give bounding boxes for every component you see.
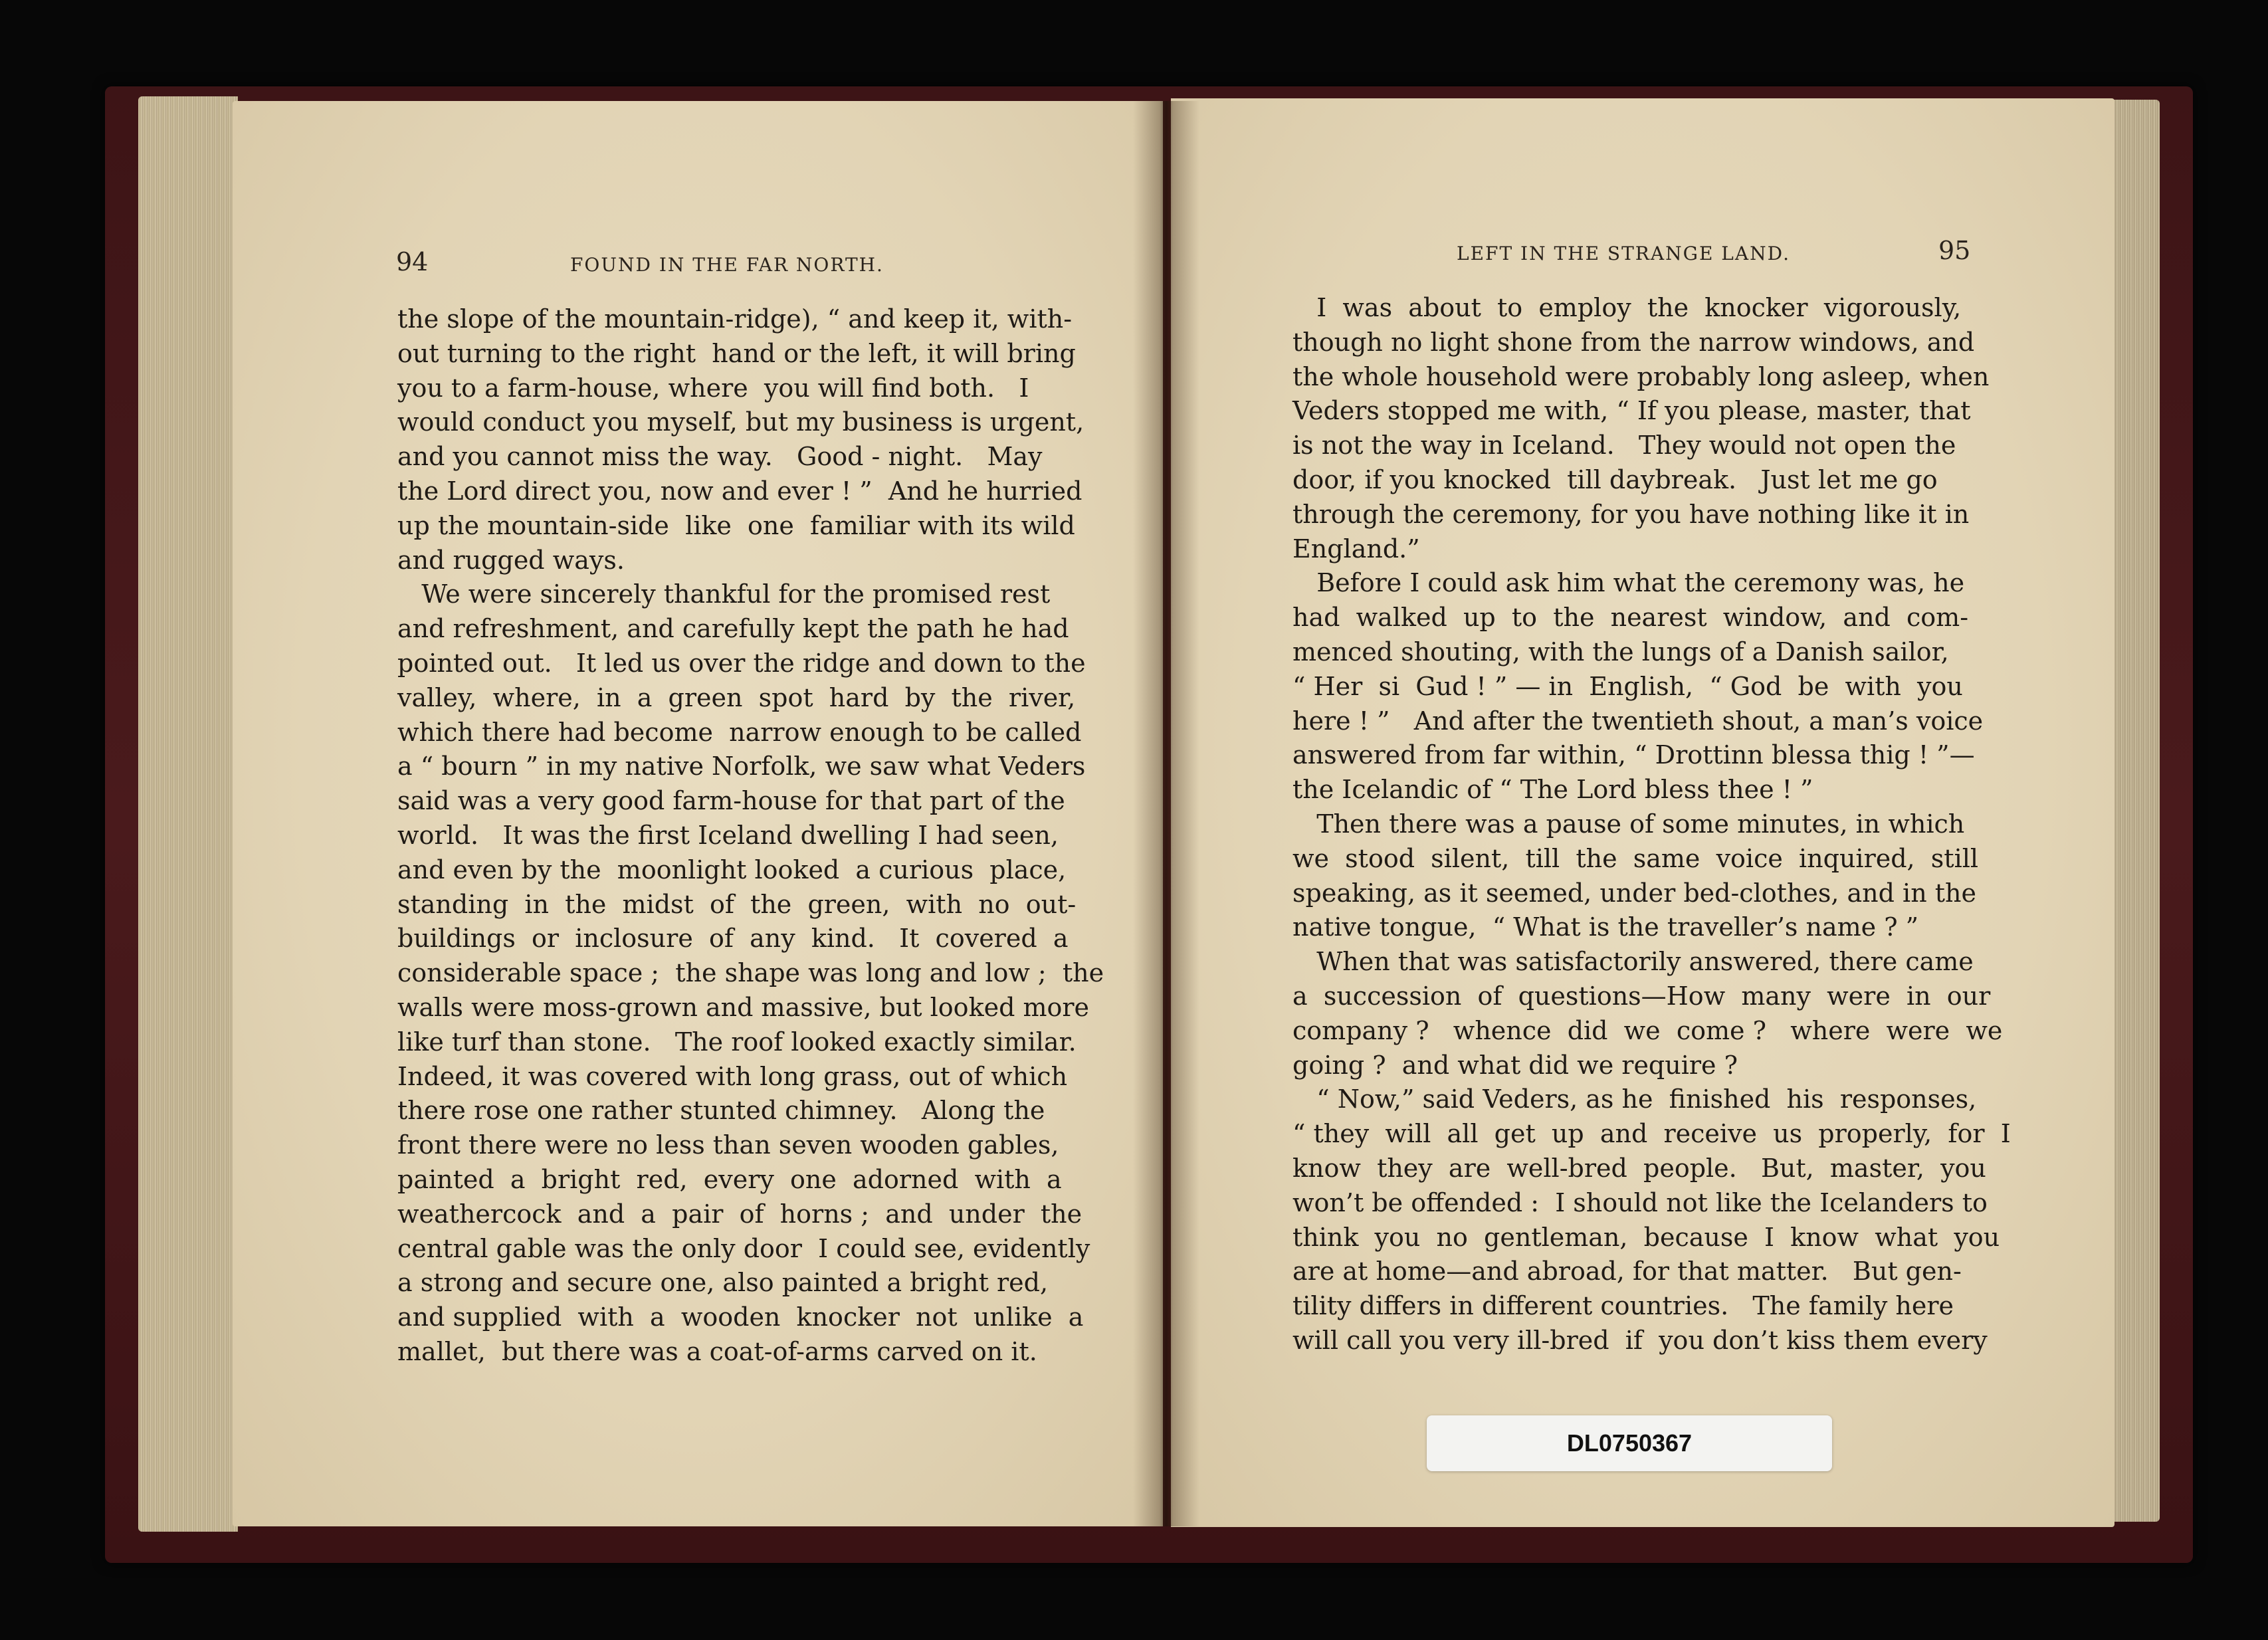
text-line: valley, where, in a green spot hard by the river, [397, 682, 1076, 712]
text-line: the whole household were probably long asleep, when [1292, 361, 1990, 391]
book-gutter [1133, 101, 1199, 1526]
left-body-text [397, 302, 1104, 1370]
text-line: had walked up to the nearest window, and com- [1292, 603, 1969, 633]
text-line: a strong and secure one, also painted a bright red, [397, 1268, 1049, 1298]
text-line: is not the way in Iceland. They would not open the [1292, 431, 1956, 461]
text-line: the Icelandic of “ The Lord bless thee ! ” [1292, 775, 1813, 805]
text-line: Veders stopped me with, “ If you please, master, that [1292, 396, 1971, 426]
text-line: and rugged ways. [397, 545, 625, 575]
right-folio: 95 [1938, 236, 1971, 265]
text-line: painted a bright red, every one adorned with a [397, 1164, 1062, 1194]
text-line: though no light shone from the narrow windows, and [1292, 327, 1975, 357]
text-line: England.” [1292, 534, 1420, 564]
text-line: will call you very ill-bred if you don’t kiss them every [1292, 1325, 1988, 1355]
text-line: a succession of questions—How many were in our [1292, 981, 1991, 1011]
text-line: out turning to the right hand or the left, it will bring [397, 338, 1076, 368]
text-line: menced shouting, with the lungs of a Danish sailor, [1292, 637, 1949, 666]
text-line: think you no gentleman, because I know what you [1292, 1222, 2000, 1252]
text-line: weathercock and a pair of horns ; and under the [397, 1199, 1082, 1229]
page-edges-left [138, 96, 238, 1532]
text-line: “ Her si Gud ! ” — in English, “ God be with you [1292, 671, 1963, 701]
text-line: Then there was a pause of some minutes, in which [1292, 809, 1965, 839]
text-line: a “ bourn ” in my native Norfolk, we saw what Veders [397, 752, 1086, 781]
text-line: pointed out. It led us over the ridge and down to the [397, 648, 1086, 678]
text-line: up the mountain-side like one familiar with its wild [397, 510, 1075, 540]
text-line: “ Now,” said Veders, as he finished his responses, [1292, 1084, 1977, 1114]
right-running-head: LEFT IN THE STRANGE LAND. [1457, 243, 1790, 264]
text-line: world. It was the first Iceland dwelling I had seen, [397, 820, 1059, 850]
text-line: won’t be offended : I should not like the Icelanders to [1292, 1187, 1988, 1217]
text-line: and you cannot miss the way. Good - night. May [397, 442, 1043, 472]
text-line: and supplied with a wooden knocker not unlike a [397, 1302, 1084, 1332]
text-line: would conduct you myself, but my business is urgent, [397, 407, 1084, 437]
text-line: Before I could ask him what the ceremony was, he [1292, 568, 1965, 598]
text-line: which there had become narrow enough to be called [397, 717, 1082, 747]
text-line: you to a farm-house, where you will find both. I [397, 373, 1029, 403]
text-line: front there were no less than seven wooden gables, [397, 1130, 1059, 1160]
text-line: through the ceremony, for you have nothing like it in [1292, 499, 1970, 529]
text-line: company ? whence did we come ? where were we [1292, 1015, 2003, 1045]
text-line: I was about to employ the knocker vigorously, [1292, 293, 1962, 322]
text-line: know they are well-bred people. But, master, you [1292, 1153, 1986, 1183]
text-line: tility differs in different countries. The family here [1292, 1291, 1954, 1321]
text-line: answered from far within, “ Drottinn blessa thig ! ”— [1292, 740, 1975, 770]
text-line: said was a very good farm-house for that part of the [397, 786, 1065, 816]
text-line: door, if you knocked till daybreak. Just let me go [1292, 464, 1938, 494]
text-line: we stood silent, till the same voice inquired, still [1292, 843, 1979, 873]
text-line: like turf than stone. The roof looked exactly similar. [397, 1027, 1077, 1057]
text-line: are at home—and abroad, for that matter. But gen- [1292, 1257, 1962, 1286]
text-line: When that was satisfactorily answered, there came [1292, 947, 1974, 977]
text-line: standing in the midst of the green, with no out- [397, 889, 1077, 919]
text-line: native tongue, “ What is the traveller’s name ? ” [1292, 912, 1919, 942]
text-line: and even by the moonlight looked a curious place, [397, 855, 1067, 884]
text-line: Indeed, it was covered with long grass, out of which [397, 1061, 1068, 1091]
text-line: going ? and what did we require ? [1292, 1050, 1738, 1080]
text-line: the slope of the mountain-ridge), “ and keep it, with- [397, 304, 1073, 334]
text-line: mallet, but there was a coat-of-arms carved on it. [397, 1336, 1037, 1366]
text-line: and refreshment, and carefully kept the path he had [397, 614, 1069, 644]
left-running-head: FOUND IN THE FAR NORTH. [570, 254, 884, 276]
text-line: buildings or inclosure of any kind. It covered a [397, 924, 1069, 954]
text-line: the Lord direct you, now and ever ! ” And he hurried [397, 476, 1082, 506]
text-line: central gable was the only door I could see, evidently [397, 1233, 1090, 1263]
text-line: there rose one rather stunted chimney. Along the [397, 1096, 1045, 1126]
text-line: speaking, as it seemed, under bed-clothes, and in the [1292, 878, 1976, 908]
text-line: here ! ” And after the twentieth shout, a man’s voice [1292, 706, 1984, 736]
text-line: We were sincerely thankful for the promised rest [397, 579, 1051, 609]
text-line: walls were moss-grown and massive, but looked more [397, 992, 1090, 1022]
right-body-text [1292, 291, 2011, 1358]
left-folio: 94 [396, 247, 429, 276]
text-line: considerable space ; the shape was long and low ; the [397, 958, 1104, 988]
library-barcode-label: DL0750367 [1427, 1415, 1832, 1471]
text-line: “ they will all get up and receive us properly, for I [1292, 1119, 2011, 1149]
